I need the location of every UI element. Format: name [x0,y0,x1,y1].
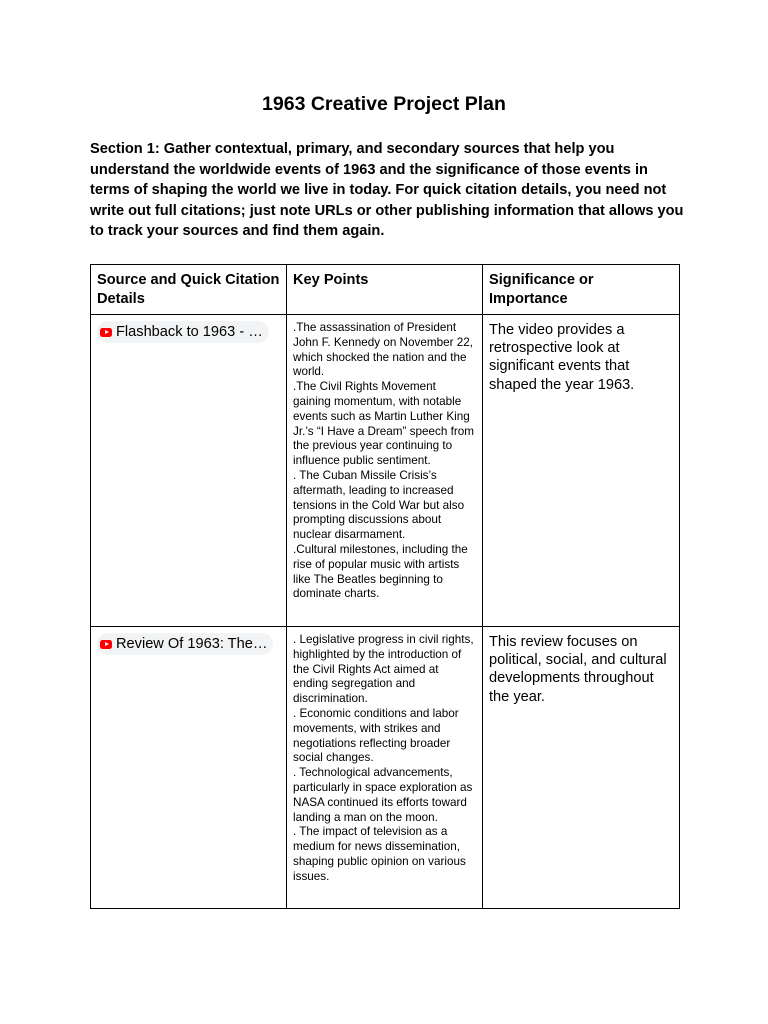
significance-cell [483,627,680,909]
header-key-points: Key Points [287,265,483,315]
source-cell [91,315,287,627]
header-significance: Significance or Importance [483,265,680,315]
list-item: . The Cuban Missile Crisis’s aftermath, leading to increased tensions in the Cold War but also prompting discussions about nuclear disarmament. [293,468,465,542]
section-intro: Section 1: Gather contextual, primary, and secondary sources that help you understand the worldwide events of 1963 and the significance of those events in terms of shaping the world we live in today. For quick citation details, you need not write out full citations; just note URLs or other publishing information that allows you to track your sources and find them again. [90,141,684,239]
list-item: . Technological advancements, particularly in space exploration as NASA continued its efforts toward landing a man on the moon. [293,766,473,824]
key-points-cell [287,315,483,627]
youtube-icon [100,640,112,649]
sources-table [90,264,680,909]
list-item: .The assassination of President John F. Kennedy on November 22, which shocked the nation and the world. [293,321,473,379]
key-points-list [293,633,476,885]
significance-text: This review focuses on political, social, and cultural developments throughout the year. [489,634,667,705]
table-header-row [91,265,680,315]
video-link-chip[interactable] [97,321,269,343]
list-item: . The impact of television as a medium for news dissemination, shaping public opinion on various issues. [293,825,466,883]
youtube-icon [100,328,112,337]
video-link-chip[interactable] [97,633,273,655]
table-row [91,315,680,627]
list-item: . Legislative progress in civil rights, highlighted by the introduction of the Civil Rights Act aimed at ending segregation and discrimination. [293,633,474,706]
significance-text: The video provides a retrospective look at significant events that shaped the year 1963. [489,322,635,393]
list-item: .The Civil Rights Movement gaining momentum, with notable events such as Martin Luther King Jr.’s “I Have a Dream” speech from the previous year continuing to influence public sentiment. [293,380,474,468]
page-title: 1963 Creative Project Plan [262,93,506,115]
key-points-cell [287,627,483,909]
list-item: . Economic conditions and labor movements, with strikes and negotiations reflecting broader social changes. [293,706,459,765]
header-source: Source and Quick Citation Details [91,265,287,315]
key-points-list [293,321,476,602]
source-cell [91,627,287,909]
table-row [91,627,680,909]
list-item: .Cultural milestones, including the rise of popular music with artists like The Beatles beginning to dominate charts. [293,542,468,601]
video-link-label: Review Of 1963: The… [116,636,268,652]
video-link-label: Flashback to 1963 - … [116,324,263,340]
significance-cell [483,315,680,627]
